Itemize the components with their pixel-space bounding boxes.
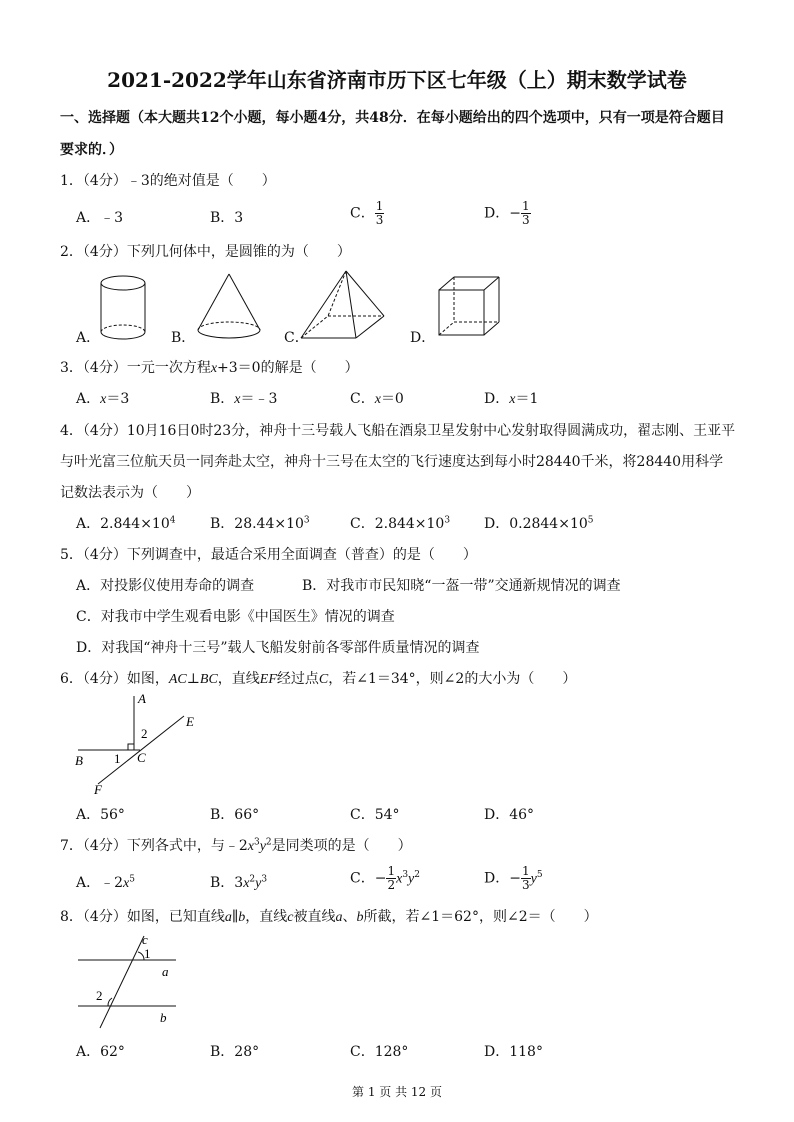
q1-option-a: A．﹣3: [76, 210, 124, 226]
q7-b-yexp: 3: [261, 874, 268, 885]
q7-stem-yexp: 2: [265, 837, 272, 848]
q6-stem-p7: C: [318, 672, 329, 687]
q3-option-b: [210, 388, 277, 408]
q3-c-var: x: [374, 392, 381, 407]
q3-d-var: x: [509, 392, 516, 407]
q1-d-numerator: 1: [521, 199, 530, 213]
q4-a-base: A．2.844×10: [76, 516, 170, 532]
q1-d-denominator: 3: [521, 213, 530, 227]
q7-stem-y: y: [259, 839, 266, 854]
q8-stem-p7: a: [335, 910, 343, 925]
q7-d-y: y: [530, 871, 537, 887]
q7-c-prefix: C．−: [350, 870, 387, 887]
question-5-stem: 5．（4分）下列调查中，最适合采用全面调查（普查）的是（ ）: [60, 547, 477, 563]
q1-option-c: [350, 200, 384, 227]
q8-label-c: c: [142, 932, 148, 947]
question-4-line-1: 4．（4分）10月16日0时23分，神舟十三号载人飞船在酒泉卫星发射中心发射取得圆满成功，翟志刚、王亚平: [60, 423, 736, 439]
q3-c-value: ＝0: [380, 391, 404, 407]
q7-b-prefix: B．3: [210, 875, 244, 891]
q6-angle-2: 2: [141, 726, 148, 741]
q1-option-b: B．3: [210, 210, 244, 226]
q8-option-a: A．62°: [76, 1044, 125, 1060]
cylinder-icon: [98, 274, 148, 344]
q7-b-xexp: 2: [249, 874, 256, 885]
q6-option-a: A．56°: [76, 807, 125, 823]
q6-figure: [70, 692, 210, 796]
q7-stem-p0: 7．（4分）下列各式中，与﹣2: [60, 838, 248, 854]
q8-stem-p2: ∥: [231, 909, 239, 925]
q8-stem-p0: 8．（4分）如图，已知直线: [60, 909, 225, 925]
q7-c-denominator: 2: [387, 878, 396, 892]
pyramid-icon: [298, 268, 388, 344]
q3-stem-var: x: [210, 361, 218, 376]
q7-b-y: y: [255, 876, 262, 891]
q3-b-var: x: [234, 392, 241, 407]
q4-b-base: B．28.44×10: [210, 516, 304, 532]
q6-stem-p6: 经过点: [276, 671, 319, 687]
q8-option-c: C．128°: [350, 1044, 409, 1060]
q7-c-fraction: [386, 865, 396, 892]
q8-stem-p9: b: [356, 910, 364, 925]
q4-option-c: [350, 513, 450, 533]
q7-stem-p5: 是同类项的是（ ）: [271, 838, 412, 854]
q4-c-base: C．2.844×10: [350, 516, 445, 532]
q6-label-f: F: [94, 782, 102, 797]
q3-c-prefix: C．: [350, 391, 375, 407]
q6-stem-p2: ⊥: [186, 671, 200, 687]
q3-d-prefix: D．: [484, 391, 510, 407]
q8-stem-p10: 所截，若∠1＝62°，则∠2＝（ ）: [363, 909, 598, 925]
q7-c-yexp: 2: [414, 869, 420, 880]
q6-angle-1: 1: [114, 751, 121, 766]
q2-option-c: C．: [284, 330, 309, 346]
question-3-stem: [60, 357, 359, 377]
q8-label-a: a: [162, 964, 169, 979]
question-1-stem: 1．（4分）﹣3的绝对值是（ ）: [60, 173, 276, 189]
q3-option-d: [484, 388, 538, 408]
q8-label-b: b: [160, 1010, 167, 1025]
q7-d-yexp: 5: [536, 869, 543, 880]
page-title: 2021-2022学年山东省济南市历下区七年级（上）期末数学试卷: [107, 68, 687, 92]
q7-d-fraction: [521, 865, 531, 892]
q4-option-b: [210, 513, 310, 533]
q4-d-base: D．0.2844×10: [484, 516, 588, 532]
q6-stem-p0: 6．（4分）如图，: [60, 671, 169, 687]
q3-stem-prefix: 3．（4分）一元一次方程: [60, 360, 211, 376]
question-4-line-2: 与叶光富三位航天员一同奔赴太空，神舟十三号在太空的飞行速度达到每小时28440千米，将28440用科学: [60, 454, 724, 470]
q7-d-numerator: 1: [521, 864, 530, 878]
q6-stem-p8: ，若∠1＝34°，则∠2的大小为（ ）: [328, 671, 577, 687]
q6-stem-p5: EF: [259, 672, 277, 687]
q3-option-a: [76, 388, 129, 408]
q2-option-d: D．: [410, 330, 436, 346]
q4-option-d: [484, 513, 594, 533]
q6-label-a: A: [138, 691, 146, 706]
q7-option-a: [76, 872, 135, 892]
q8-figure: [74, 932, 184, 1032]
question-8-stem: [60, 906, 598, 926]
q6-stem-p1: AC: [168, 672, 187, 687]
q3-stem-suffix: +3＝0的解是（ ）: [217, 360, 359, 376]
q3-option-c: [350, 388, 404, 408]
q8-stem-p4: ，直线: [245, 909, 288, 925]
cone-icon: [194, 272, 264, 342]
q4-b-exp: 3: [303, 515, 310, 526]
q1-option-c-prefix: C．: [350, 205, 375, 222]
page-number-footer: 第 1 页 共 12 页: [352, 1085, 442, 1099]
q8-option-b: B．28°: [210, 1044, 260, 1060]
question-2-stem: 2．（4分）下列几何体中，是圆锥的为（ ）: [60, 244, 351, 260]
question-6-stem: [60, 668, 576, 688]
q5-option-b: B．对我市市民知晓“一盔一带”交通新规情况的调查: [302, 578, 621, 594]
question-7-stem: [60, 835, 412, 855]
section-heading-line1: 一、选择题（本大题共12个小题，每小题4分，共48分．在每小题给出的四个选项中，只有一项是符合题目: [60, 110, 725, 126]
q3-d-value: ＝1: [515, 391, 539, 407]
q6-label-e: E: [186, 714, 194, 729]
q7-d-denominator: 3: [521, 878, 530, 892]
q7-c-x: x: [396, 871, 403, 887]
q6-right-angle-mark: [128, 744, 134, 750]
q1-c-denominator: 3: [375, 213, 384, 227]
q7-c-y: y: [408, 871, 415, 887]
q6-stem-p4: ，直线: [217, 671, 260, 687]
q1-c-numerator: 1: [375, 199, 384, 213]
q8-stem-p5: c: [287, 910, 294, 925]
q8-option-d: D．118°: [484, 1044, 543, 1060]
q7-c-xexp: 3: [402, 869, 409, 880]
q7-a-prefix: A．﹣2: [76, 875, 124, 891]
q6-option-c: C．54°: [350, 807, 400, 823]
q3-a-var: x: [100, 392, 107, 407]
q5-option-d: D．对我国“神舟十三号”载人飞船发射前各零部件质量情况的调查: [76, 640, 480, 656]
q7-a-var: x: [123, 876, 130, 891]
q3-b-value: ＝﹣3: [240, 391, 278, 407]
q2-option-b: B．: [171, 330, 196, 346]
q6-option-d: D．46°: [484, 807, 535, 823]
q3-b-prefix: B．: [210, 391, 235, 407]
q7-stem-xexp: 3: [253, 837, 260, 848]
q8-line-c: [100, 936, 144, 1028]
q8-stem-p6: 被直线: [293, 909, 336, 925]
q5-option-c: C．对我市中学生观看电影《中国医生》情况的调查: [76, 609, 395, 625]
q1-option-c-fraction: [375, 200, 385, 227]
question-4-line-3: 记数法表示为（ ）: [60, 485, 200, 501]
q3-a-value: ＝3: [106, 391, 130, 407]
q6-label-b: B: [75, 753, 83, 768]
section-heading-line2: 要求的．）: [60, 142, 123, 158]
q7-d-prefix: D．−: [484, 870, 521, 887]
q7-option-b: [210, 872, 267, 892]
q8-angle-2: 2: [96, 988, 103, 1003]
q8-angle-1: 1: [144, 946, 151, 961]
q5-option-a: A．对投影仪使用寿命的调查: [76, 578, 255, 594]
q8-stem-p1: a: [224, 910, 232, 925]
q4-c-exp: 3: [444, 515, 451, 526]
q4-option-a: [76, 513, 175, 533]
q6-option-b: B．66°: [210, 807, 260, 823]
q7-option-d: [484, 865, 543, 892]
q1-option-d: [484, 200, 531, 227]
q3-a-prefix: A．: [76, 391, 101, 407]
q1-option-d-prefix: D．−: [484, 205, 521, 222]
q1-option-d-fraction: [521, 200, 531, 227]
q7-c-numerator: 1: [387, 864, 396, 878]
q8-stem-p3: b: [238, 910, 246, 925]
q6-label-c: C: [137, 750, 146, 765]
q4-a-exp: 4: [169, 515, 176, 526]
q4-d-exp: 5: [587, 515, 594, 526]
q7-stem-x: x: [247, 839, 254, 854]
q7-a-exp: 5: [129, 874, 135, 885]
q7-option-c: [350, 865, 420, 892]
cube-icon: [436, 274, 502, 340]
q8-stem-p8: 、: [342, 909, 357, 925]
q6-stem-p3: BC: [199, 672, 218, 687]
q2-option-a: A．: [76, 330, 101, 346]
q7-b-x: x: [243, 876, 250, 891]
